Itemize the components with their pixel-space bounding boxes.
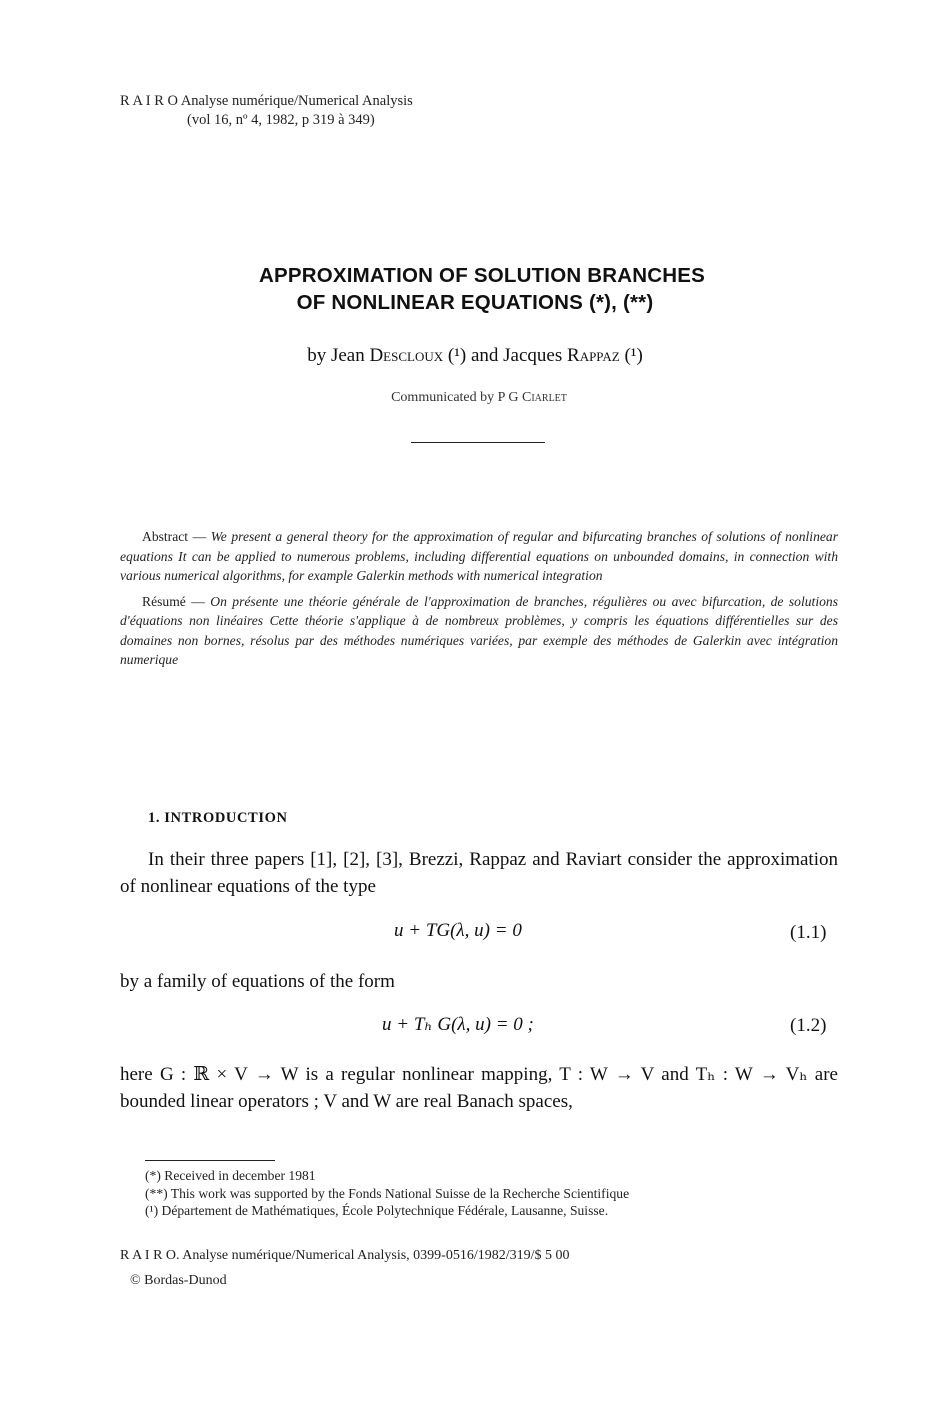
title-divider [411, 442, 545, 443]
footer-copyright: © Bordas-Dunod [130, 1273, 227, 1288]
author-2-affiliation-mark: (¹) [624, 345, 643, 366]
authors-line [0, 345, 930, 367]
author-1-name: Descloux [369, 345, 444, 366]
footnotes [145, 1167, 629, 1220]
abstract-en [120, 527, 838, 586]
authors-conjunction: and Jacques [470, 345, 563, 366]
communicated-by [0, 390, 930, 406]
abstract-text: We present a general theory for the approximation of regular and bifurcating branches of solutions of nonlinear equations It can be applied to numerous problems, including differential equations on unbounded domains, in connection with various numerical algorithms, for example Galerkin methods with numerical integration [120, 529, 838, 583]
paragraph-1: In their three papers [1], [2], [3], Brezzi, Rappaz and Raviart consider the approximation of nonlinear equations of the type [120, 849, 838, 897]
section-heading: 1. INTRODUCTION [148, 810, 288, 826]
footnote-2: (**) This work was supported by the Fonds National Suisse de la Recherche Scientifique [145, 1185, 630, 1201]
journal-header [120, 92, 413, 130]
journal-line-1: R A I R O Analyse numérique/Numerical Analysis [120, 93, 413, 109]
page-footer [120, 1243, 570, 1293]
communicated-prefix: Communicated by P G [391, 390, 519, 405]
abstract-fr [120, 592, 838, 670]
paragraph-2: by a family of equations of the form [120, 971, 395, 992]
equation-1-2: u + Tₕ G(λ, u) = 0 ; [382, 1014, 534, 1035]
author-1-affiliation-mark: (¹) [447, 345, 467, 366]
communicated-name: Ciarlet [522, 390, 567, 405]
footnote-1: (*) Received in december 1981 [145, 1168, 316, 1183]
footer-line-1: R A I R O. Analyse numérique/Numerical Analysis, 0399-0516/1982/319/$ 5 00 [120, 1248, 570, 1263]
equation-1-2-number: (1.2) [790, 1015, 827, 1036]
authors-prefix: by Jean [307, 345, 365, 366]
resume-label: Résumé — [142, 593, 205, 609]
resume-text: On présente une théorie générale de l'approximation de branches, régulières ou avec bifurcation, de solutions d'équations non linéaires Cette théorie s'applique à de nombreux problèmes, y compris les équations différentielles sur des domaines non bornes, résolus par des méthodes numériques variées, par exemple des méthodes de Galerkin avec intégration numerique [120, 593, 838, 667]
footnote-3: (¹) Département de Mathématiques, École Polytechnique Fédérale, Lausanne, Suisse. [145, 1203, 609, 1218]
title-line-2: OF NONLINEAR EQUATIONS (*), (**) [296, 291, 654, 314]
paper-title [0, 262, 930, 316]
equation-1-1-number: (1.1) [790, 922, 827, 943]
author-2-name: Rappaz [567, 345, 620, 366]
paragraph-3: here G : ℝ × V → W is a regular nonlinear mapping, T : W → V and Tₕ : W → Vₕ are bounded linear operators ; V and W are real Banach spaces, [120, 1064, 838, 1112]
title-line-1: APPROXIMATION OF SOLUTION BRANCHES [258, 264, 706, 287]
footnote-divider [145, 1160, 275, 1161]
abstract-block [120, 527, 838, 670]
journal-line-2: (vol 16, nº 4, 1982, p 319 à 349) [187, 112, 375, 128]
abstract-label: Abstract — [142, 529, 207, 544]
equation-1-1: u + TG(λ, u) = 0 [394, 920, 522, 941]
